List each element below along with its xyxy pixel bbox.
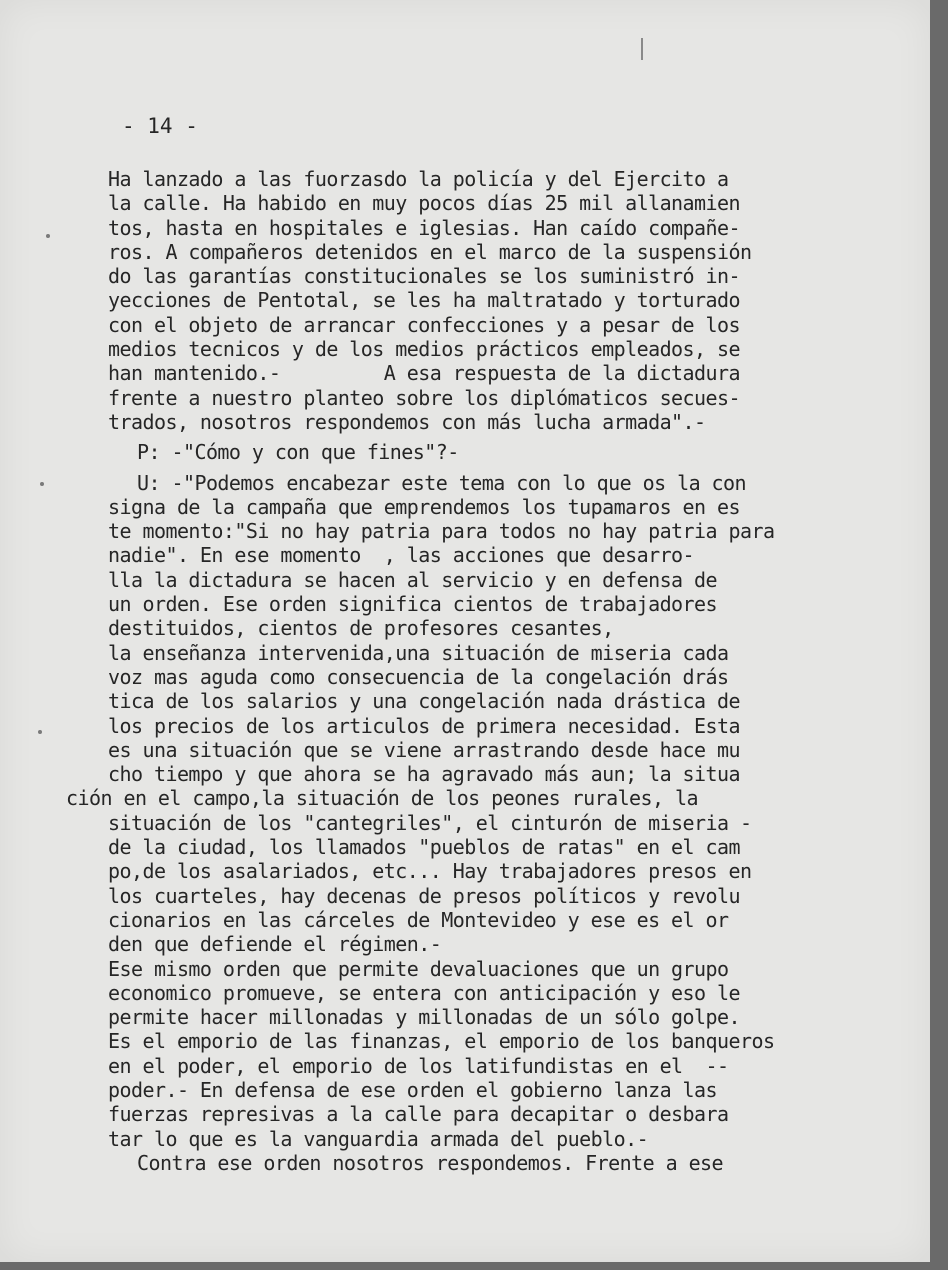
text-line: U: -"Podemos encabezar este tema con lo que os la con bbox=[137, 470, 747, 495]
text-line: economico promueve, se entera con anticipación y eso le bbox=[108, 980, 741, 1005]
text-line: yecciones de Pentotal, se les ha maltratado y torturado bbox=[108, 288, 741, 313]
text-line: han mantenido.- A esa respuesta de la dictadura bbox=[108, 361, 741, 386]
text-line: po,de los asalariados, etc... Hay trabajadores presos en bbox=[108, 859, 752, 884]
text-line: Es el emporio de las finanzas, el emporio de los banqueros bbox=[108, 1029, 775, 1054]
text-line: lla la dictadura se hacen al servicio y en defensa de bbox=[108, 567, 718, 592]
text-line: ros. A compañeros detenidos en el marco de la suspensión bbox=[108, 239, 752, 264]
text-line: cionarios en las cárceles de Montevideo y ese es el or bbox=[108, 907, 729, 932]
text-line: destituidos, cientos de profesores cesantes, bbox=[108, 616, 614, 641]
text-line: voz mas aguda como consecuencia de la congelación drás bbox=[108, 664, 729, 689]
text-line: poder.- En defensa de ese orden el gobierno lanza las bbox=[108, 1077, 718, 1102]
text-line: Ese mismo orden que permite devaluaciones que un grupo bbox=[108, 956, 729, 981]
text-line: te momento:"Si no hay patria para todos no hay patria para bbox=[108, 519, 775, 544]
text-line: trados, nosotros respondemos con más lucha armada".- bbox=[108, 409, 706, 434]
text-line: ción en el campo,la situación de los peones rurales, la bbox=[66, 786, 699, 811]
text-line: permite hacer millonadas y millonadas de un sólo golpe. bbox=[108, 1005, 741, 1030]
text-line: tos, hasta en hospitales e iglesias. Han caído compañe- bbox=[108, 215, 741, 240]
text-line: la calle. Ha habido en muy pocos días 25 mil allanamien bbox=[108, 191, 741, 216]
text-line: Contra ese orden nosotros respondemos. Frente a ese bbox=[137, 1150, 724, 1175]
text-line: la enseñanza intervenida,una situación de miseria cada bbox=[108, 640, 729, 665]
text-line: con el objeto de arrancar confecciones y a pesar de los bbox=[108, 312, 741, 337]
text-line: fuerzas represivas a la calle para decapitar o desbara bbox=[108, 1102, 729, 1127]
text-line: es una situación que se viene arrastrando desde hace mu bbox=[108, 737, 741, 762]
text-line: Ha lanzado a las fuorzasdo la policía y del Ejercito a bbox=[108, 167, 729, 191]
text-line: frente a nuestro planteo sobre los diplómaticos secues- bbox=[108, 385, 741, 410]
text-line: cho tiempo y que ahora se ha agravado más aun; la situa bbox=[108, 762, 741, 787]
text-line: los precios de los articulos de primera necesidad. Esta bbox=[108, 713, 741, 738]
fold-mark bbox=[641, 38, 643, 60]
text-line: tar lo que es la vanguardia armada del pueblo.- bbox=[108, 1126, 649, 1151]
body-text bbox=[0, 167, 930, 1175]
text-line: los cuarteles, hay decenas de presos políticos y revolu bbox=[108, 883, 741, 908]
text-line: signa de la campaña que emprendemos los tupamaros en es bbox=[108, 494, 741, 519]
text-line: de la ciudad, los llamados "pueblos de ratas" en el cam bbox=[108, 835, 741, 860]
text-line: tica de los salarios y una congelación nada drástica de bbox=[108, 689, 741, 714]
text-line: P: -"Cómo y con que fines"?- bbox=[137, 440, 459, 465]
text-line: do las garantías constitucionales se los suministró in- bbox=[108, 264, 741, 289]
text-line: nadie". En ese momento , las acciones que desarro- bbox=[108, 543, 695, 568]
text-line: un orden. Ese orden significa cientos de trabajadores bbox=[108, 592, 718, 617]
page-number: - 14 - bbox=[122, 114, 198, 138]
text-line: en el poder, el emporio de los latifundistas en el -- bbox=[108, 1053, 729, 1078]
text-line: situación de los "cantegriles", el cinturón de miseria - bbox=[108, 810, 752, 835]
text-line: medios tecnicos y de los medios prácticos empleados, se bbox=[108, 337, 741, 362]
text-line: den que defiende el régimen.- bbox=[108, 932, 442, 957]
